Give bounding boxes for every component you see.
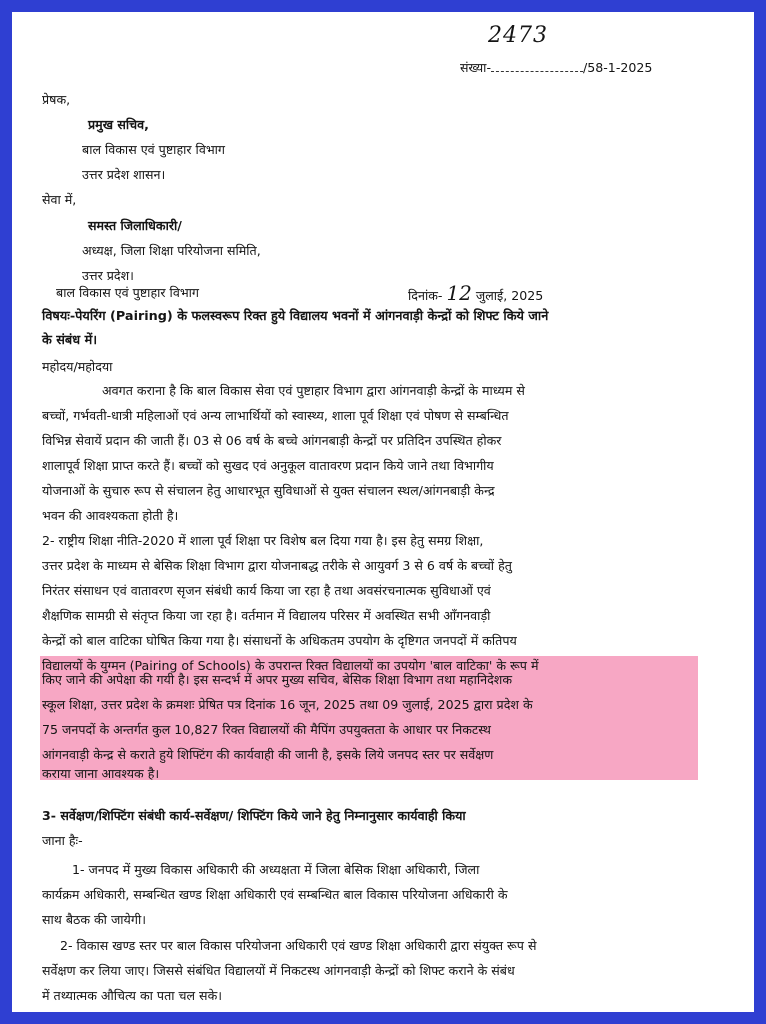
date-line — [408, 283, 543, 306]
highlight-line: स्कूल शिक्षा, उत्तर प्रदेश के क्रमशः प्रेषित पत्र दिनांक 16 जून, 2025 तथा 09 जुलाई, 2025 द्वारा प्रदेश के — [42, 697, 533, 712]
para2-line: केन्द्रों को बाल वाटिका घोषित किया गया है। संसाधनों के अधिकतम उपयोग के दृष्टिगत जनपदों में कतिपय — [42, 633, 517, 648]
para2-line: उत्तर प्रदेश के माध्यम से बेसिक शिक्षा विभाग द्वारा योजनाबद्ध तरीके से आयुवर्ग 3 से 6 वर्ष के बच्चों हेतु — [42, 558, 512, 573]
para3-item1-line: साथ बैठक की जायेगी। — [42, 912, 146, 927]
para1-line: अवगत कराना है कि बाल विकास सेवा एवं पुष्टाहार विभाग द्वारा आंगनवाड़ी केन्द्रों के माध्यम से — [102, 383, 525, 398]
date-line-dept: बाल विकास एवं पुष्टाहार विभाग — [56, 285, 200, 300]
recipient-label: सेवा में, — [42, 192, 77, 207]
ref-prefix: संख्या- — [460, 60, 491, 75]
para2-line: शैक्षणिक सामग्री से संतृप्त किया जा रहा है। वर्तमान में विद्यालय परिसर में अवस्थित सभी आँगनवाड़ी — [42, 608, 491, 623]
sender-name: प्रमुख सचिव, — [88, 117, 149, 132]
ref-suffix: /58-1-2025 — [583, 60, 653, 75]
date-rest: जुलाई, 2025 — [475, 288, 544, 303]
para3-item1-line: कार्यक्रम अधिकारी, सम्बन्धित खण्ड शिक्षा अधिकारी एवं सम्बन्धित बाल विकास परियोजना अधिकारी के — [42, 887, 508, 902]
sender-dept: बाल विकास एवं पुष्टाहार विभाग — [82, 142, 226, 157]
recipient-name: समस्त जिलाधिकारी/ — [88, 218, 182, 233]
reference-number — [460, 58, 652, 78]
subject-line-1: विषयः-पेयरिंग (Pairing) के फलस्वरूप रिक्त हुये विद्यालय भवनों में आंगनवाड़ी केन्द्रों को शिफ्ट किये जाने — [42, 309, 549, 324]
para3-heading-cont: जाना हैः- — [42, 833, 83, 848]
para3-item2-line: में तथ्यात्मक औचित्य का पता चल सके। — [42, 988, 223, 1003]
highlight-line: किए जाने की अपेक्षा की गयी है। इस सन्दर्भ में अपर मुख्य सचिव, बेसिक शिक्षा विभाग तथा महानिदेशक — [42, 672, 513, 687]
para1-line: भवन की आवश्यकता होती है। — [42, 508, 179, 523]
handwritten-number: 2473 — [488, 23, 548, 48]
subject-line-2: के संबंध में। — [42, 333, 98, 348]
date-label: दिनांक- — [408, 288, 443, 303]
para3-item2-line: सर्वेक्षण कर लिया जाए। जिससे संबंधित विद्यालयों में निकटस्थ आंगनवाड़ी केन्द्रों को शिफ्ट कराने के संबंध — [42, 963, 515, 978]
recipient-line2: अध्यक्ष, जिला शिक्षा परियोजना समिति, — [82, 243, 261, 258]
para1-line: योजनाओं के सुचारु रूप से संचालन हेतु आधारभूत सुविधाओं से युक्त संचालन स्थल/आंगनबाड़ी केन्द्र — [42, 483, 495, 498]
sender-label: प्रेषक, — [42, 92, 71, 107]
highlight-line: आंगनवाड़ी केन्द्र से कराते हुये शिफ्टिंग की कार्यवाही की जानी है, इसके लिये जनपद स्तर पर सर्वेक्षण — [42, 747, 494, 762]
para3-item1-line: 1- जनपद में मुख्य विकास अधिकारी की अध्यक्षता में जिला बेसिक शिक्षा अधिकारी, जिला — [72, 862, 480, 877]
ref-blank — [491, 59, 583, 72]
para2-line: निरंतर संसाधन एवं वातावरण सृजन संबंधी कार्य किया जा रहा है तथा अवसंरचनात्मक सुविधाओं एवं — [42, 583, 491, 598]
para3-heading: 3- सर्वेक्षण/शिफ्टिंग संबंधी कार्य-सर्वेक्षण/ शिफ्टिंग किये जाने हेतु निम्नानुसार कार्यवाही किया — [42, 808, 466, 823]
para1-line: विभिन्न सेवायें प्रदान की जाती हैं। 03 से 06 वर्ष के बच्चे आंगनबाड़ी केन्द्रों पर प्रतिदिन उपस्थित होकर — [42, 433, 502, 448]
para1-line: शालापूर्व शिक्षा प्राप्त करते हैं। बच्चों को सुखद एवं अनुकूल वातावरण प्रदान किये जाने तथा विभागीय — [42, 458, 494, 473]
date-day: 12 — [446, 281, 472, 305]
salutation: महोदय/महोदया — [42, 359, 113, 374]
recipient-line3: उत्तर प्रदेश। — [82, 268, 134, 283]
highlight-line: 75 जनपदों के अन्तर्गत कुल 10,827 रिक्त विद्यालयों की मैपिंग उपयुक्तता के आधार पर निकटस्थ — [42, 722, 491, 737]
letter-page — [12, 12, 754, 1012]
highlight-line: कराया जाना आवश्यक है। — [42, 766, 160, 781]
para3-item2-line: 2- विकास खण्ड स्तर पर बाल विकास परियोजना अधिकारी एवं खण्ड शिक्षा अधिकारी द्वारा संयुक्त रूप से — [60, 938, 537, 953]
para1-line: बच्चों, गर्भवती-धात्री महिलाओं एवं अन्य लाभार्थियों को स्वास्थ्य, शाला पूर्व शिक्षा एवं पोषण से सम्बन्धित — [42, 408, 509, 423]
para2-line: 2- राष्ट्रीय शिक्षा नीति-2020 में शाला पूर्व शिक्षा पर विशेष बल दिया गया है। इस हेतु समग्र शिक्षा, — [42, 533, 484, 548]
sender-govt: उत्तर प्रदेश शासन। — [82, 167, 166, 182]
para2-line: विद्यालयों के युग्मन (Pairing of Schools) के उपरान्त रिक्त विद्यालयों का उपयोग 'बाल वाटिका' के रूप में — [42, 658, 539, 673]
